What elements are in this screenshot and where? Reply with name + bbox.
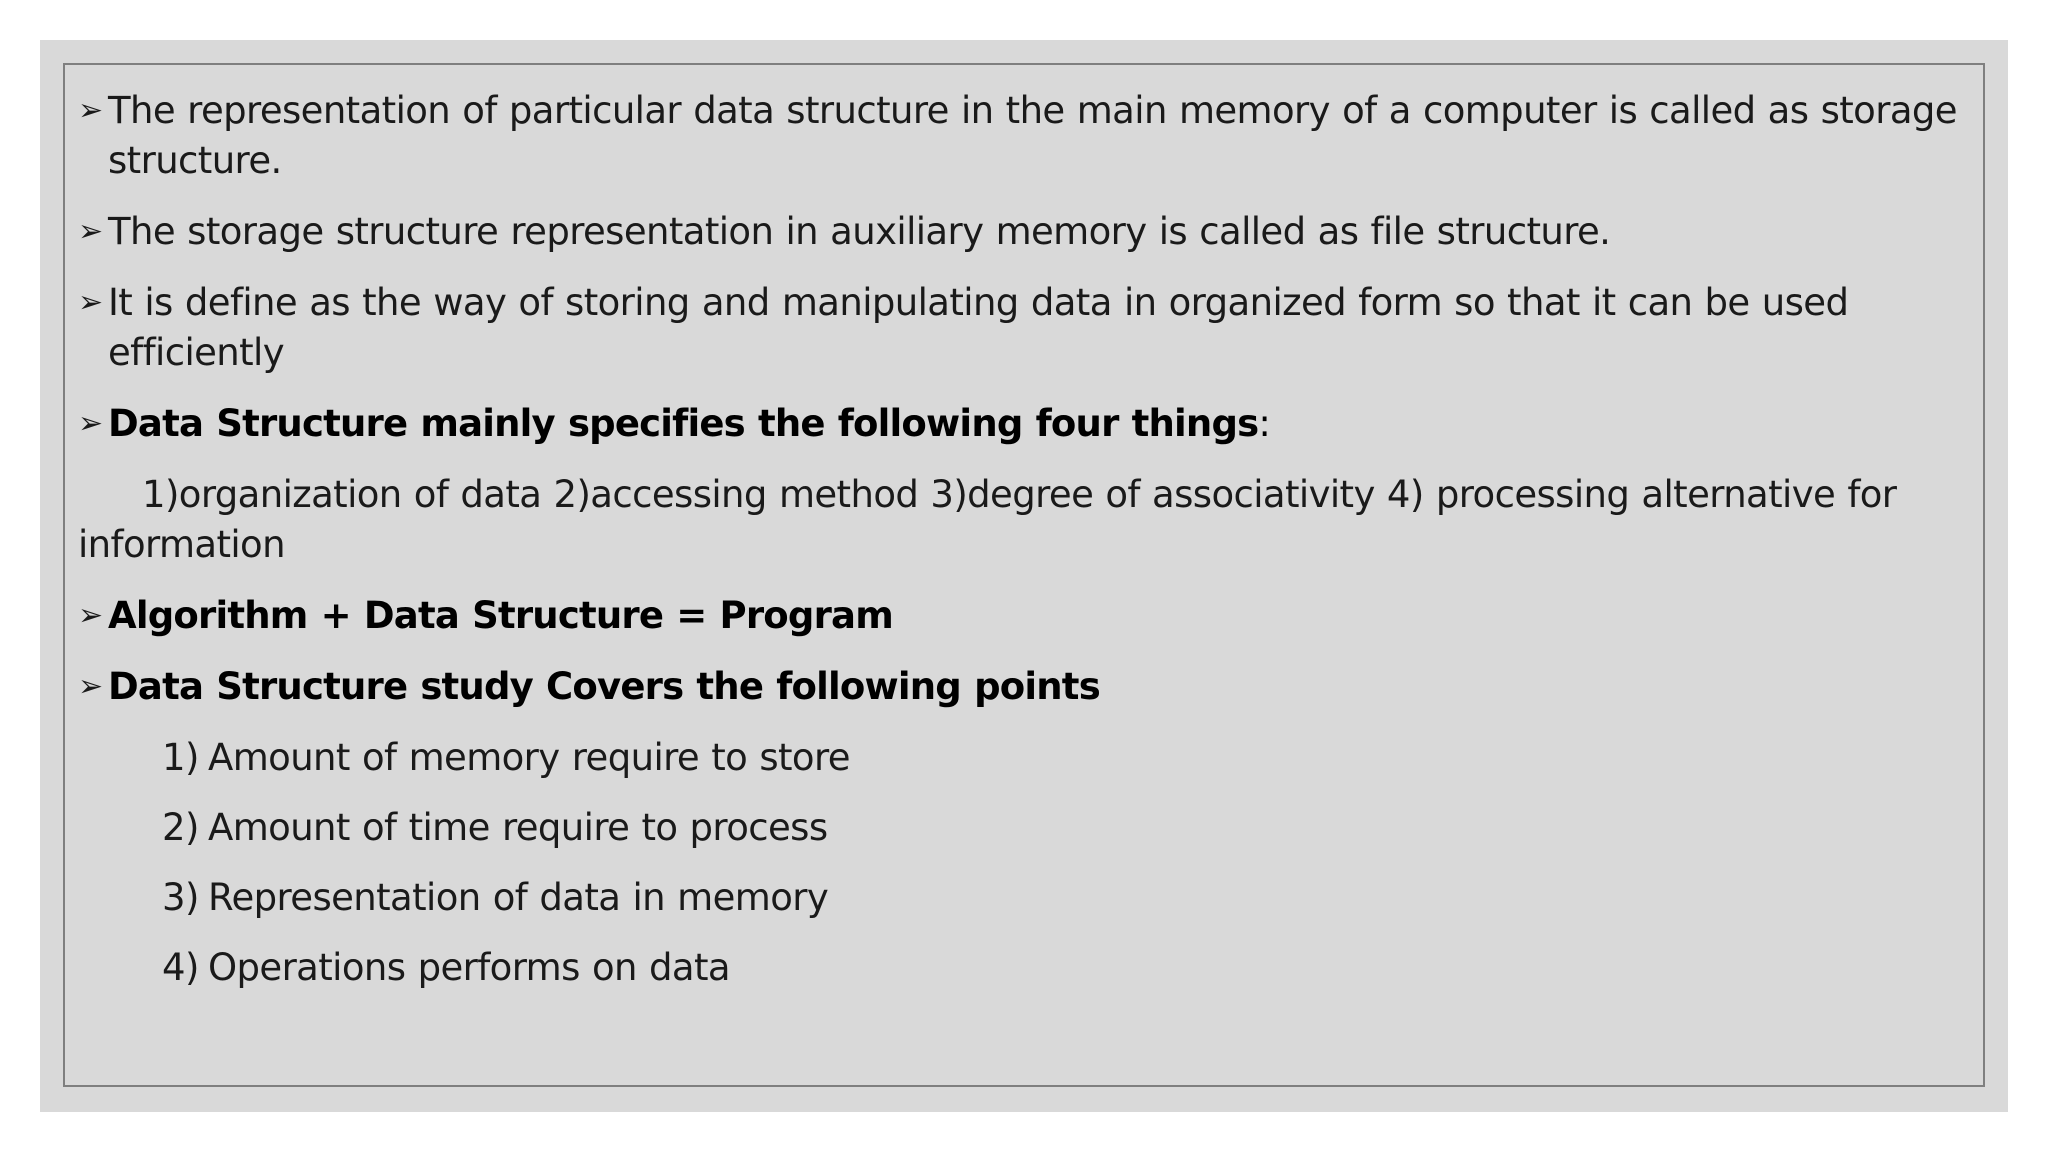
bullet-text: The storage structure representation in auxiliary memory is called as file structure. bbox=[108, 210, 1611, 253]
point-number: 1) bbox=[162, 736, 199, 779]
bullet-storage-structure bbox=[78, 86, 1958, 186]
arrow-bullet-icon: ➢ bbox=[78, 93, 103, 128]
slide bbox=[40, 40, 2008, 1112]
point-text: Operations performs on data bbox=[208, 946, 730, 989]
bullet-suffix: : bbox=[1258, 402, 1271, 445]
point-item bbox=[78, 943, 1958, 993]
point-text: Amount of time require to process bbox=[208, 806, 828, 849]
point-text: Amount of memory require to store bbox=[208, 736, 850, 779]
point-text: Representation of data in memory bbox=[208, 876, 829, 919]
arrow-bullet-icon: ➢ bbox=[78, 285, 103, 320]
bullet-file-structure bbox=[78, 207, 1958, 257]
bullet-text: The representation of particular data structure in the main memory of a computer is called as storage structure. bbox=[108, 89, 1957, 182]
arrow-bullet-icon: ➢ bbox=[78, 214, 103, 249]
bullet-four-things bbox=[78, 399, 1958, 449]
point-item bbox=[78, 873, 1958, 923]
bullet-study-covers bbox=[78, 662, 1958, 712]
point-number: 4) bbox=[162, 946, 199, 989]
bullet-text: Data Structure study Covers the following points bbox=[108, 665, 1100, 708]
bullet-text: Algorithm + Data Structure = Program bbox=[108, 594, 893, 637]
point-item bbox=[78, 803, 1958, 853]
bullet-algorithm-equation bbox=[78, 591, 1958, 641]
point-number: 3) bbox=[162, 876, 199, 919]
arrow-bullet-icon: ➢ bbox=[78, 669, 103, 704]
bullet-text: It is define as the way of storing and manipulating data in organized form so that it can be used efficiently bbox=[108, 281, 1849, 374]
point-item bbox=[78, 733, 1958, 783]
arrow-bullet-icon: ➢ bbox=[78, 406, 103, 441]
arrow-bullet-icon: ➢ bbox=[78, 598, 103, 633]
slide-content bbox=[78, 86, 1958, 1013]
point-number: 2) bbox=[162, 806, 199, 849]
bullet-text: Data Structure mainly specifies the following four things bbox=[108, 402, 1259, 445]
bullet-definition bbox=[78, 278, 1958, 378]
four-things-list: 1)organization of data 2)accessing method 3)degree of associativity 4) processing alternative for information bbox=[78, 473, 1897, 566]
